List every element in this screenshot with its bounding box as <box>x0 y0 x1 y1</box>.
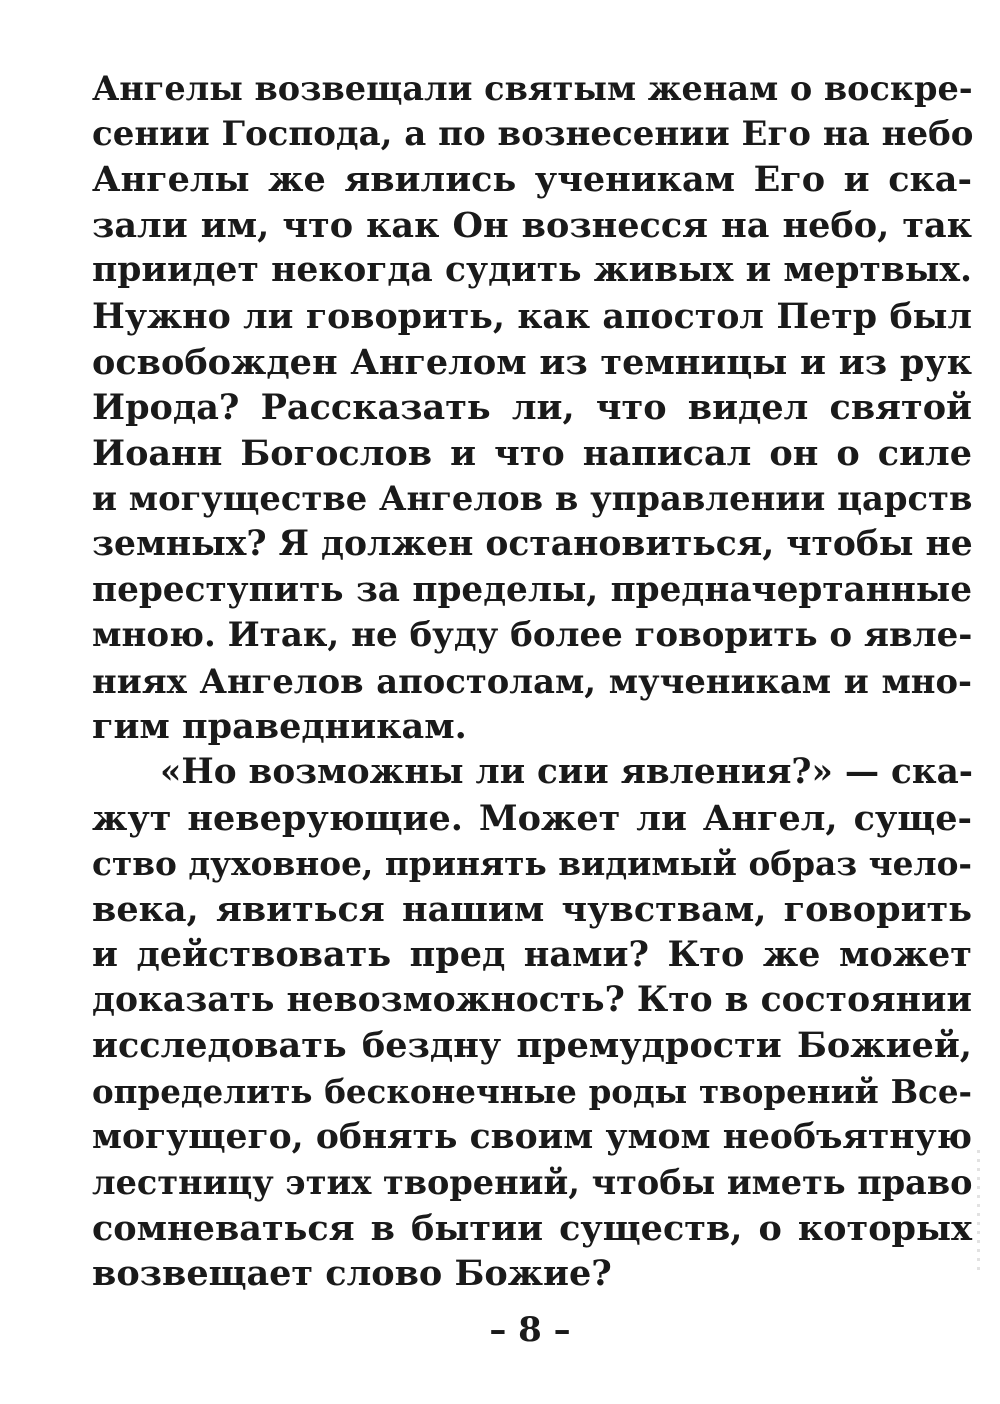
text-line: «Но возможны ли сии явления?» — ска- <box>160 751 973 792</box>
text-line: и могуществе Ангелов в управлении царств <box>92 478 973 519</box>
text-line: переступить за пределы, предначертанные <box>92 569 972 610</box>
text-line: Ирода? Рассказать ли, что видел святой <box>92 387 972 429</box>
page-number: – 8 – <box>489 1310 571 1350</box>
text-line: приидет некогда судить живых и мертвых. <box>92 250 972 291</box>
text-line: века, явиться нашим чувствам, говорить <box>92 888 972 930</box>
text-line: Иоанн Богослов и что написал он о силе <box>92 432 972 474</box>
text-line: возвещает слово Божие? <box>92 1253 612 1295</box>
body-text <box>92 66 972 1297</box>
text-line: Ангелы же явились ученикам Его и ска- <box>92 159 972 201</box>
text-line: могущего, обнять своим умом необъятную <box>92 1116 972 1157</box>
text-line: земных? Я должен остановиться, чтобы не <box>92 523 973 564</box>
text-line: лестницу этих творений, чтобы иметь право <box>92 1163 973 1203</box>
text-line: ство духовное, принять видимый образ чело- <box>92 844 972 884</box>
text-line: определить бесконечные роды творений Все- <box>92 1072 972 1112</box>
text-line: Нужно ли говорить, как апостол Петр был <box>92 295 972 337</box>
text-line: освобожден Ангелом из темницы и из рук <box>92 341 972 383</box>
paragraph-2 <box>92 750 972 1297</box>
text-line: сомневаться в бытии существ, о которых <box>92 1207 972 1249</box>
text-line: ниях Ангелов апостолам, мученикам и мно- <box>92 660 972 701</box>
text-line: Ангелы возвещали святым женам о воскре- <box>92 69 973 108</box>
text-line: сении Господа, а по вознесении Его на небо <box>92 113 974 154</box>
text-line: гим праведникам. <box>92 706 467 748</box>
text-line: жут неверующие. Может ли Ангел, суще- <box>92 797 972 839</box>
text-line: доказать невозможность? Кто в состоянии <box>92 979 972 1020</box>
paragraph-1 <box>92 66 972 750</box>
text-line: и действовать пред нами? Кто же может <box>92 934 972 976</box>
page-edge-mark <box>977 1150 980 1270</box>
text-line: мною. Итак, не буду более говорить о явле- <box>92 615 973 656</box>
text-line: зали им, что как Он вознесся на небо, так <box>92 204 972 246</box>
text-line: исследовать бездну премудрости Божией, <box>92 1025 972 1067</box>
